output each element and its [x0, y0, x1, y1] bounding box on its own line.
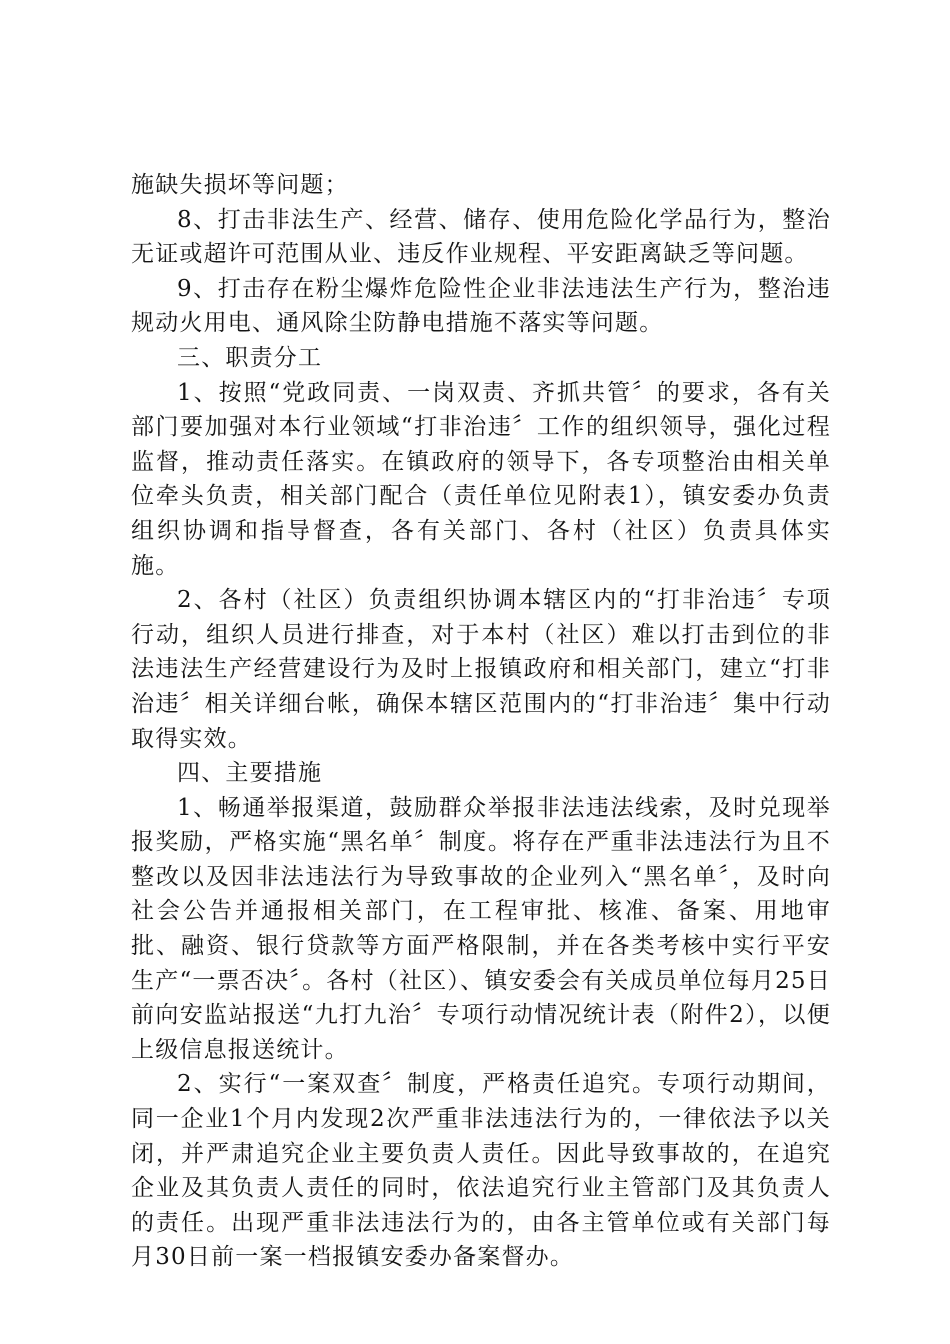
paragraph-item-9: 9、打击存在粉尘爆炸危险性企业非法违法生产行为，整治违规动火用电、通风除尘防静电措施不落实等问题。	[131, 275, 831, 337]
paragraph-responsibility-1: 1、按照“党政同责、一岗双责、齐抓共管〞的要求，各有关部门要加强对本行业领域“打非治违〞工作的组织领导，强化过程监督，推动责任落实。在镇政府的领导下，各专项整治由相关单位牵头负责，相关部门配合（责任单位见附表1），镇安委办负责组织协调和指导督查，各有关部门、各村（社区）负责具体实施。	[131, 379, 831, 579]
paragraph-measure-1: 1、畅通举报渠道，鼓励群众举报非法违法线索，及时兑现举报奖励，严格实施“黑名单〞制度。将存在严重非法违法行为且不整改以及因非法违法行为导致事故的企业列入“黑名单〞，及时向社会公告并通报相关部门，在工程审批、核准、备案、用地审批、融资、银行贷款等方面严格限制，并在各类考核中实行平安生产“一票否决〞。各村（社区）、镇安委会有关成员单位每月25日前向安监站报送“九打九治〞专项行动情况统计表（附件2），以便上级信息报送统计。	[131, 794, 831, 1063]
section-heading-responsibilities: 三、职责分工	[177, 344, 323, 371]
paragraph-responsibility-2: 2、各村（社区）负责组织协调本辖区内的“打非治违〞专项行动，组织人员进行排查，对于本村（社区）难以打击到位的非法违法生产经营建设行为及时上报镇政府和相关部门，建立“打非治违〞相关详细台帐，确保本辖区范围内的“打非治违〞集中行动取得实效。	[131, 587, 831, 752]
paragraph-measure-2: 2、实行“一案双查〞制度，严格责任追究。专项行动期间，同一企业1个月内发现2次严重非法违法行为的，一律依法予以关闭，并严肃追究企业主要负责人责任。因此导致事故的，在追究企业及其负责人责任的同时，依法追究行业主管部门及其负责人的责任。出现严重非法违法行为的，由各主管单位或有关部门每月30日前一案一档报镇安委办备案督办。	[131, 1071, 831, 1271]
section-heading-measures: 四、主要措施	[177, 760, 323, 787]
paragraph-continuation: 施缺失损坏等问题；	[131, 172, 349, 198]
paragraph-item-8: 8、打击非法生产、经营、储存、使用危险化学品行为，整治无证或超许可范围从业、违反作业规程、平安距离缺乏等问题。	[131, 206, 831, 268]
document-body	[131, 168, 831, 1275]
